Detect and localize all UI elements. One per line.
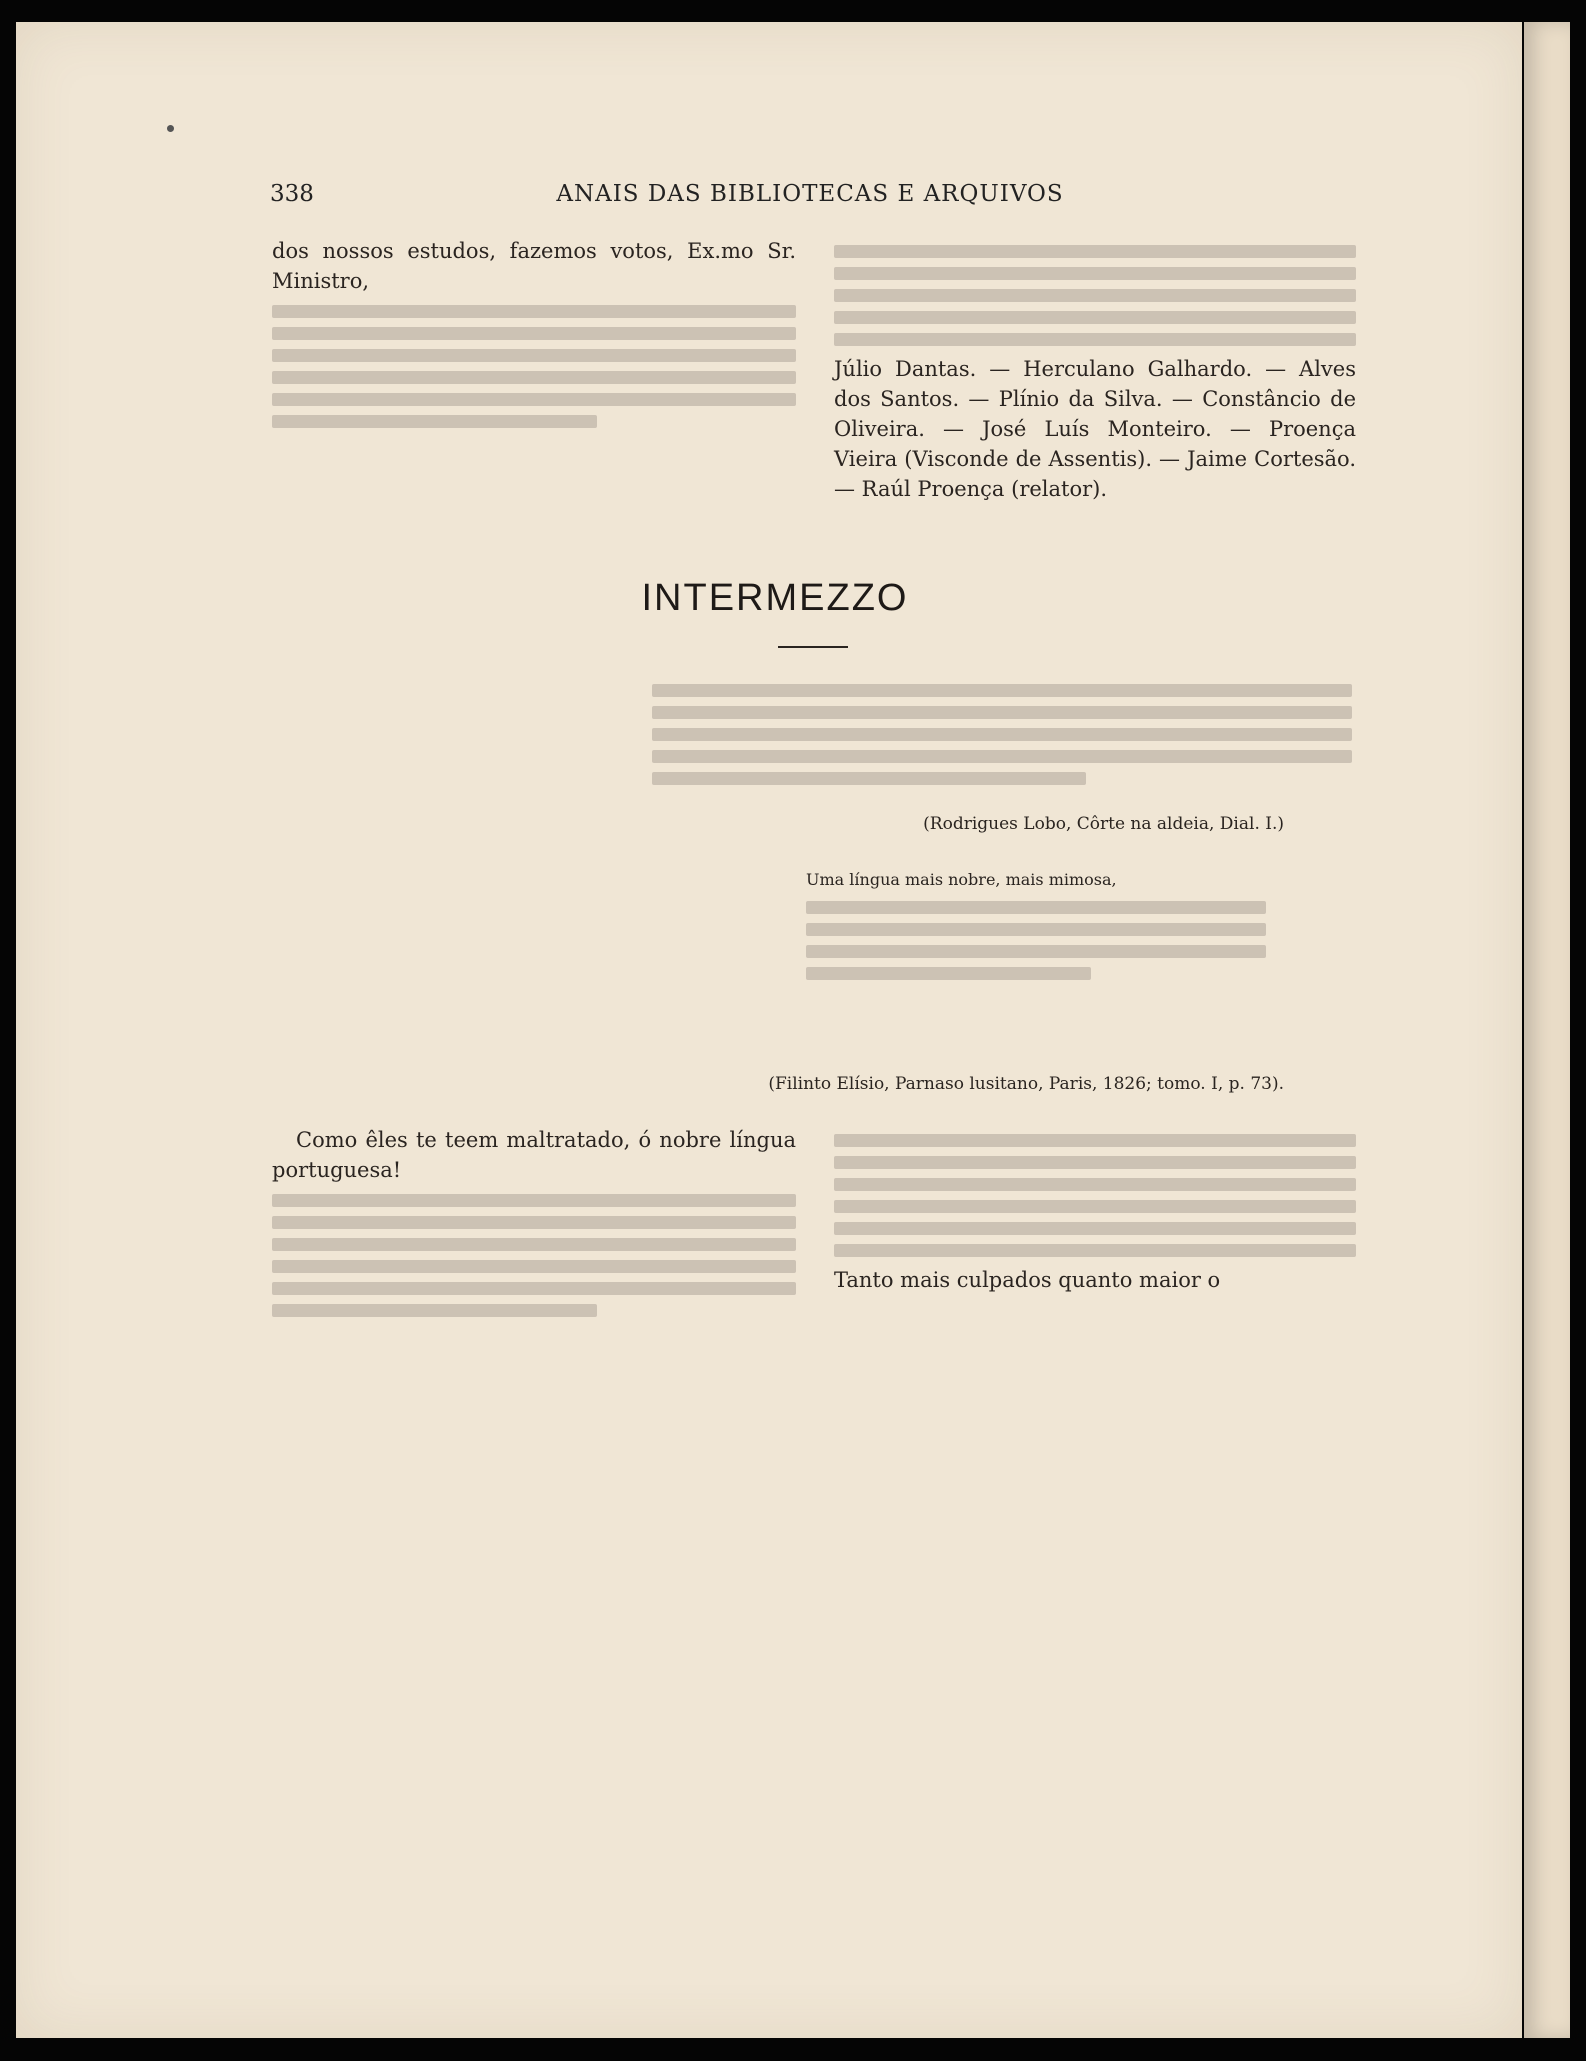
text-line-placeholder [834, 1134, 1356, 1147]
essay-left-column [272, 1125, 796, 1325]
epigraph-prose-source: (Rodrigues Lobo, Côrte na aldeia, Dial. I.) [923, 814, 1284, 834]
epigraph-prose [652, 675, 1352, 793]
text-line-placeholder [272, 1260, 796, 1273]
page-number: 338 [270, 181, 314, 207]
text-line-placeholder [834, 267, 1356, 280]
text-line-placeholder [272, 393, 796, 406]
text-line-placeholder [652, 728, 1352, 741]
epigraph-verse-source: (Filinto Elísio, Parnaso lusitano, Paris, 1826; tomo. I, p. 73). [768, 1074, 1284, 1094]
running-head: ANAIS DAS BIBLIOTECAS E ARQUIVOS [556, 181, 1064, 207]
text-line-placeholder [272, 415, 597, 428]
page-mark [167, 125, 174, 132]
epigraph-verse [806, 868, 1266, 988]
report-end-left-column [272, 236, 796, 436]
text-line-placeholder [652, 684, 1352, 697]
text-line-placeholder [834, 333, 1356, 346]
report-end-right-column [834, 236, 1356, 504]
essay-closing: Tanto mais culpados quanto maior o [834, 1268, 1221, 1292]
next-page-edge [1524, 22, 1570, 2038]
text-line-placeholder [272, 349, 796, 362]
text-line-placeholder [272, 1216, 796, 1229]
text-line-placeholder [272, 305, 796, 318]
verse-line: Uma língua mais nobre, mais mimosa, [806, 870, 1117, 889]
text-line-placeholder [272, 327, 796, 340]
text-line-placeholder [834, 245, 1356, 258]
report-signatories: Júlio Dantas. — Herculano Galhardo. — Alves dos Santos. — Plínio da Silva. — Constâncio de Oliveira. — José Luís Monteiro. — Proença Vieira (Visconde de Assentis). — Jaime Cortesão. — Raúl Proença (relator). [834, 357, 1356, 501]
title-rule [778, 646, 848, 648]
text-line-placeholder [834, 1200, 1356, 1213]
text-line-placeholder [834, 1222, 1356, 1235]
text-line-placeholder [652, 750, 1352, 763]
text-line-placeholder [806, 967, 1091, 980]
essay-right-column [834, 1125, 1356, 1295]
text-line-placeholder [272, 371, 796, 384]
report-end-left-fragment: dos nossos estudos, fazemos votos, Ex.mo Sr. Ministro, [272, 239, 796, 293]
text-line-placeholder [834, 1178, 1356, 1191]
text-line-placeholder [806, 945, 1266, 958]
text-line-placeholder [272, 1282, 796, 1295]
text-line-placeholder [834, 1244, 1356, 1257]
text-line-placeholder [834, 1156, 1356, 1169]
text-line-placeholder [806, 923, 1266, 936]
text-line-placeholder [834, 289, 1356, 302]
text-line-placeholder [272, 1194, 796, 1207]
section-title: INTERMEZZO [641, 577, 909, 619]
text-line-placeholder [272, 1238, 796, 1251]
text-line-placeholder [652, 772, 1086, 785]
text-line-placeholder [806, 901, 1266, 914]
text-line-placeholder [652, 706, 1352, 719]
text-line-placeholder [834, 311, 1356, 324]
text-line-placeholder [272, 1304, 597, 1317]
essay-opening: Como êles te teem maltratado, ó nobre língua portuguesa! [272, 1128, 796, 1182]
